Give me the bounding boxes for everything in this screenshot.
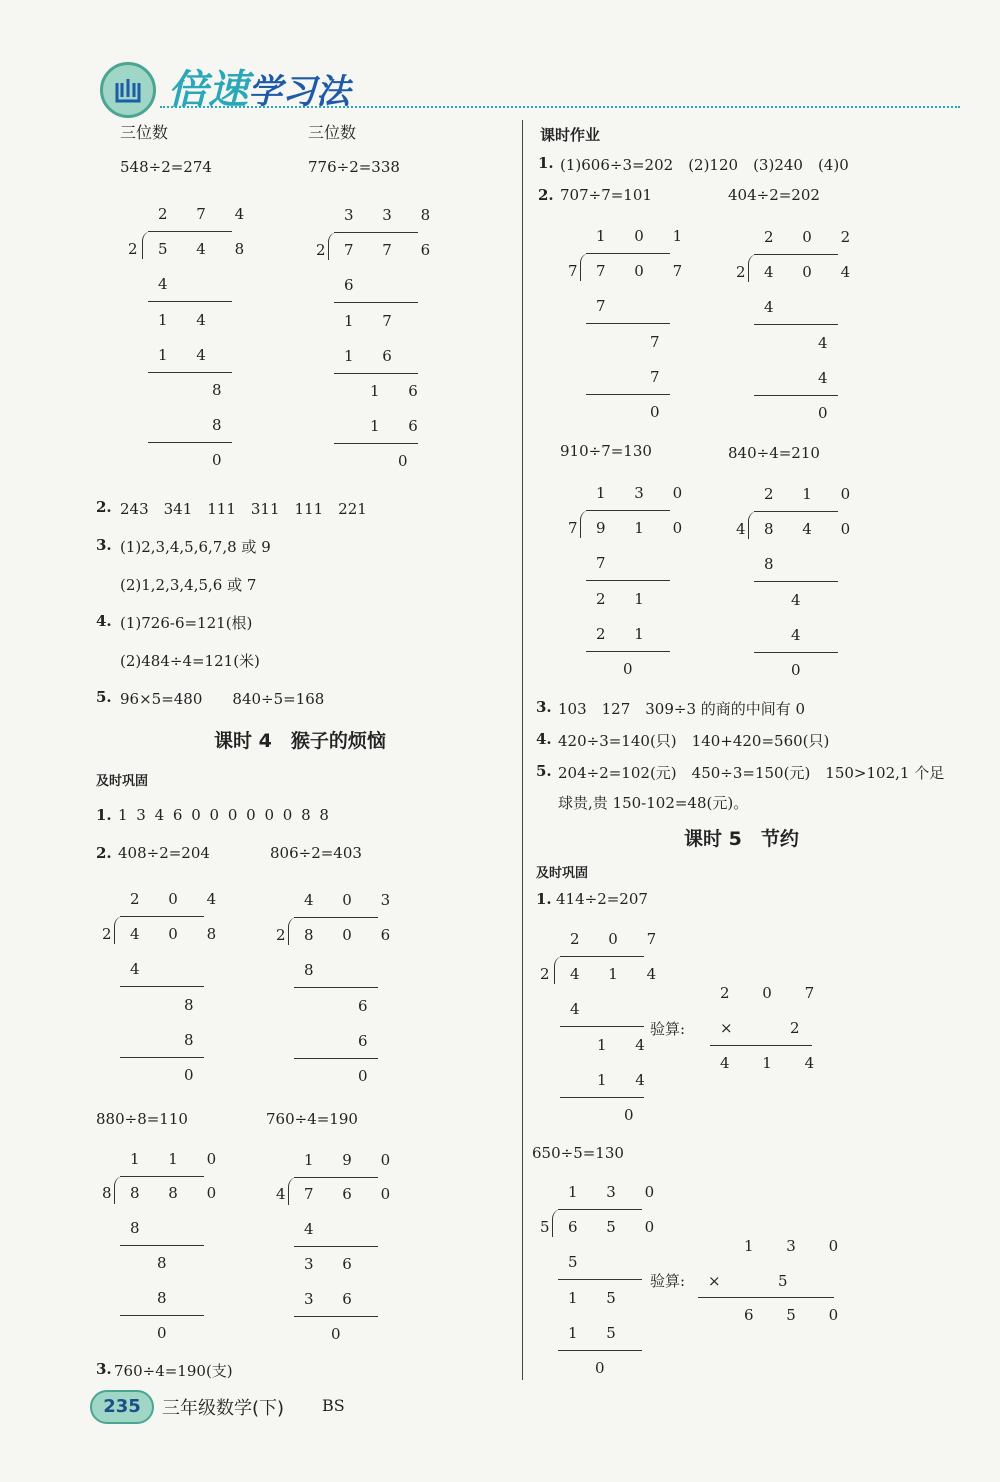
step: 0 bbox=[398, 452, 420, 470]
quotient: 1 3 0 bbox=[568, 1183, 667, 1201]
equation: 776÷2=338 bbox=[308, 158, 400, 176]
check-label: 验算: bbox=[650, 1020, 686, 1038]
divisor: 7 bbox=[568, 519, 590, 537]
quotient: 1 1 0 bbox=[130, 1150, 229, 1168]
step: 8 bbox=[157, 1254, 179, 1272]
check-operand: 2 bbox=[790, 1019, 800, 1037]
step: 4 bbox=[304, 1220, 326, 1238]
step: 3 6 bbox=[304, 1290, 364, 1308]
divisor: 2 bbox=[102, 925, 124, 943]
question-number: 1. bbox=[538, 154, 554, 172]
answer-text: 103 127 309÷3 的商的中间有 0 bbox=[558, 700, 806, 718]
step: 0 bbox=[595, 1359, 617, 1377]
answer-text: (1)606÷3=202 (2)120 (3)240 (4)0 bbox=[560, 156, 849, 174]
step: 2 1 bbox=[596, 590, 656, 608]
dividend: 6 5 0 bbox=[568, 1218, 667, 1236]
dividend: 7 6 0 bbox=[304, 1185, 403, 1203]
step: 1 7 bbox=[344, 312, 404, 330]
check-result: 4 1 4 bbox=[720, 1054, 829, 1072]
equation: 880÷8=110 bbox=[96, 1110, 188, 1128]
quotient: 2 0 2 bbox=[764, 228, 863, 246]
step: 8 bbox=[130, 1219, 152, 1237]
step: 1 5 bbox=[568, 1324, 628, 1342]
step: 1 6 bbox=[370, 417, 430, 435]
quotient: 2 0 4 bbox=[130, 890, 229, 908]
step: 6 bbox=[344, 276, 366, 294]
step: 3 6 bbox=[304, 1255, 364, 1273]
question-number: 4. bbox=[536, 730, 552, 748]
divisor: 8 bbox=[102, 1184, 124, 1202]
step: 0 bbox=[331, 1325, 353, 1343]
step: 1 4 bbox=[158, 311, 218, 329]
dividend: 7 0 7 bbox=[596, 262, 695, 280]
equation: 806÷2=403 bbox=[270, 844, 362, 862]
quotient: 1 0 1 bbox=[596, 227, 695, 245]
step: 7 bbox=[596, 297, 618, 315]
question-number: 2. bbox=[96, 844, 112, 862]
step: 7 bbox=[650, 333, 672, 351]
dividend: 4 0 4 bbox=[764, 263, 863, 281]
divisor: 2 bbox=[540, 965, 562, 983]
dividend: 9 1 0 bbox=[596, 519, 695, 537]
equation: 840÷4=210 bbox=[728, 444, 820, 462]
check-operand: 5 bbox=[778, 1272, 788, 1290]
step: 8 bbox=[304, 961, 326, 979]
logo-icon bbox=[100, 62, 156, 118]
step: 8 bbox=[184, 996, 206, 1014]
header-divider bbox=[160, 106, 960, 108]
divisor: 2 bbox=[276, 926, 298, 944]
question-number: 2. bbox=[538, 186, 554, 204]
question-number: 5. bbox=[96, 688, 112, 706]
step: 4 bbox=[818, 369, 840, 387]
check-result: 6 5 0 bbox=[744, 1306, 853, 1324]
step: 1 4 bbox=[158, 346, 218, 364]
question-number: 5. bbox=[536, 762, 552, 780]
step: 0 bbox=[184, 1066, 206, 1084]
divisor: 2 bbox=[316, 241, 338, 259]
step: 4 bbox=[791, 591, 813, 609]
question-number: 1. bbox=[96, 806, 112, 824]
dividend: 8 4 0 bbox=[764, 520, 863, 538]
step: 4 bbox=[130, 960, 152, 978]
step: 0 bbox=[212, 451, 234, 469]
question-number: 2. bbox=[96, 498, 112, 516]
check-line bbox=[698, 1297, 834, 1298]
step: 0 bbox=[358, 1067, 380, 1085]
step: 2 1 bbox=[596, 625, 656, 643]
step: 5 bbox=[568, 1253, 590, 1271]
dividend: 5 4 8 bbox=[158, 240, 257, 258]
dividend: 4 0 8 bbox=[130, 925, 229, 943]
step: 8 bbox=[212, 381, 234, 399]
check-label: 验算: bbox=[650, 1272, 686, 1290]
step: 4 bbox=[818, 334, 840, 352]
step: 7 bbox=[596, 554, 618, 572]
step: 0 bbox=[623, 660, 645, 678]
answer-text: (1)726-6=121(根) bbox=[120, 614, 253, 632]
divisor: 2 bbox=[736, 263, 758, 281]
step: 1 5 bbox=[568, 1289, 628, 1307]
quotient: 4 0 3 bbox=[304, 891, 403, 909]
section-subtitle: 及时巩固 bbox=[96, 774, 149, 789]
equation: 650÷5=130 bbox=[532, 1144, 624, 1162]
question-number: 3. bbox=[96, 1360, 112, 1378]
step: 0 bbox=[624, 1106, 646, 1124]
answer-text: 760÷4=190(支) bbox=[114, 1362, 233, 1380]
col1-heading: 三位数 bbox=[120, 123, 169, 142]
divisor: 4 bbox=[276, 1185, 298, 1203]
brand-title: 倍速学习法 bbox=[168, 67, 350, 113]
quotient: 1 3 0 bbox=[596, 484, 695, 502]
multiply-sign: × bbox=[708, 1272, 721, 1290]
step: 8 bbox=[184, 1031, 206, 1049]
step: 8 bbox=[212, 416, 234, 434]
multiply-sign: × bbox=[720, 1019, 733, 1037]
quotient: 3 3 8 bbox=[344, 206, 443, 224]
check-operand: 2 0 7 bbox=[720, 984, 829, 1002]
divisor: 7 bbox=[568, 262, 590, 280]
section-subtitle: 课时作业 bbox=[540, 126, 601, 144]
equation: 404÷2=202 bbox=[728, 186, 820, 204]
answer-text: 球贵,贵 150-102=48(元)。 bbox=[558, 794, 749, 812]
step: 4 bbox=[764, 298, 786, 316]
answer-text: (2)1,2,3,4,5,6 或 7 bbox=[120, 576, 257, 594]
question-number: 1. bbox=[536, 890, 552, 908]
question-number: 4. bbox=[96, 612, 112, 630]
lesson-title: 课时 4 猴子的烦恼 bbox=[214, 730, 386, 752]
check-line bbox=[710, 1045, 812, 1046]
quotient: 2 1 0 bbox=[764, 485, 863, 503]
equation: 414÷2=207 bbox=[556, 890, 648, 908]
column-divider bbox=[522, 120, 523, 1380]
step: 1 4 bbox=[597, 1071, 657, 1089]
equation: 910÷7=130 bbox=[560, 442, 652, 460]
page-number-badge: 235 bbox=[90, 1390, 154, 1424]
col2-heading: 三位数 bbox=[308, 123, 357, 142]
equation: 548÷2=274 bbox=[120, 158, 212, 176]
section-subtitle: 及时巩固 bbox=[536, 866, 589, 881]
quotient: 2 7 4 bbox=[158, 205, 257, 223]
step: 0 bbox=[650, 403, 672, 421]
answer-text: 204÷2=102(元) 450÷3=150(元) 150>102,1 个足 bbox=[558, 764, 945, 782]
divisor: 2 bbox=[128, 240, 150, 258]
divisor: 4 bbox=[736, 520, 758, 538]
step: 4 bbox=[158, 275, 180, 293]
quotient: 2 0 7 bbox=[570, 930, 669, 948]
step: 0 bbox=[791, 661, 813, 679]
quotient: 1 9 0 bbox=[304, 1151, 403, 1169]
step: 4 bbox=[570, 1000, 592, 1018]
equation: 408÷2=204 bbox=[118, 844, 210, 862]
equation: 707÷7=101 bbox=[560, 186, 652, 204]
step: 6 bbox=[358, 997, 380, 1015]
step: 1 6 bbox=[370, 382, 430, 400]
step: 4 bbox=[791, 626, 813, 644]
step: 0 bbox=[157, 1324, 179, 1342]
equation: 760÷4=190 bbox=[266, 1110, 358, 1128]
step: 8 bbox=[764, 555, 786, 573]
dividend: 4 1 4 bbox=[570, 965, 669, 983]
step: 8 bbox=[157, 1289, 179, 1307]
step: 7 bbox=[650, 368, 672, 386]
answer-text: 420÷3=140(只) 140+420=560(只) bbox=[558, 732, 830, 750]
answer-text: (2)484÷4=121(米) bbox=[120, 652, 260, 670]
dividend: 8 0 6 bbox=[304, 926, 403, 944]
dividend: 8 8 0 bbox=[130, 1184, 229, 1202]
lesson-title: 课时 5 节约 bbox=[684, 828, 799, 850]
step: 0 bbox=[818, 404, 840, 422]
check-operand: 1 3 0 bbox=[744, 1237, 853, 1255]
answer-text: 96×5=480 840÷5=168 bbox=[120, 690, 325, 708]
footer-edition: BS bbox=[322, 1396, 345, 1415]
dividend: 7 7 6 bbox=[344, 241, 443, 259]
answer-text: 1 3 4 6 0 0 0 0 0 0 8 8 bbox=[118, 806, 331, 824]
step: 1 6 bbox=[344, 347, 404, 365]
question-number: 3. bbox=[536, 698, 552, 716]
answer-text: (1)2,3,4,5,6,7,8 或 9 bbox=[120, 538, 271, 556]
footer-subject: 三年级数学(下) bbox=[162, 1398, 285, 1419]
answer-text: 243 341 111 311 111 221 bbox=[120, 500, 367, 518]
step: 1 4 bbox=[597, 1036, 657, 1054]
question-number: 3. bbox=[96, 536, 112, 554]
step: 6 bbox=[358, 1032, 380, 1050]
divisor: 5 bbox=[540, 1218, 562, 1236]
